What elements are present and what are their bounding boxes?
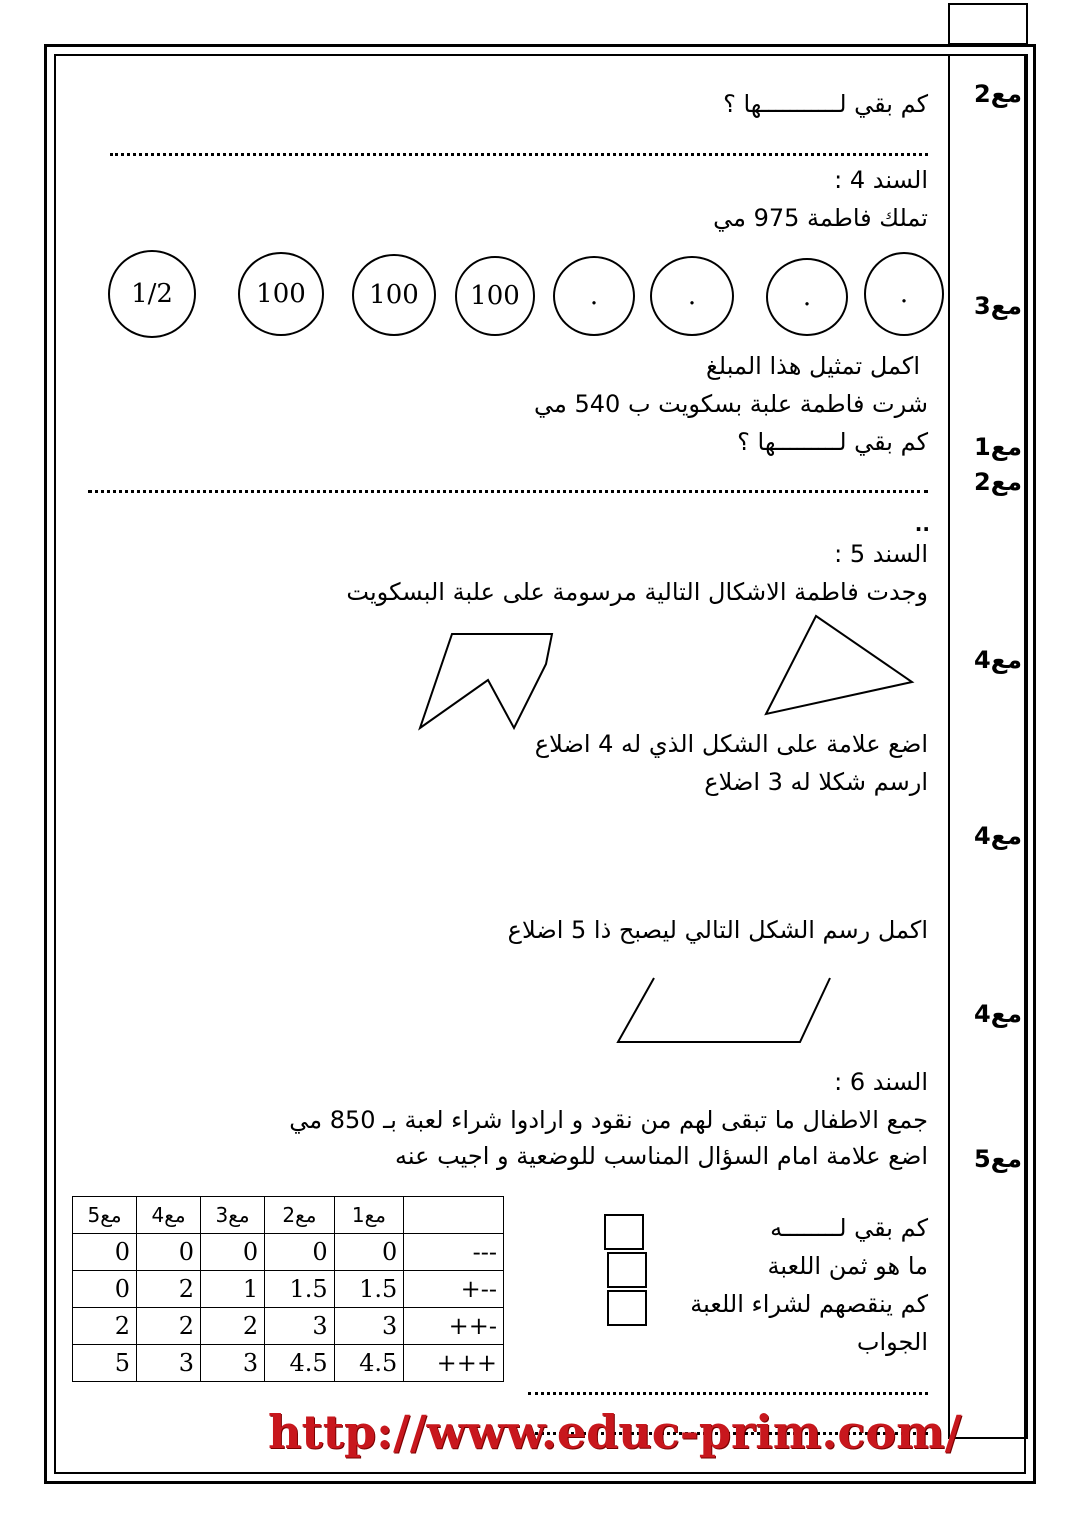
criterion-label: مع1 (974, 433, 1022, 461)
table-cell: 3 (265, 1308, 335, 1345)
table-row (73, 1308, 504, 1345)
table-cell: 2 (73, 1308, 137, 1345)
table-header: مع2 (265, 1197, 335, 1234)
table-header: مع3 (201, 1197, 265, 1234)
coin-100: 100 (352, 254, 436, 336)
criterion-label: مع4 (974, 1000, 1022, 1028)
table-cell: 1 (201, 1271, 265, 1308)
sanad-5-title: السند 5 : (834, 540, 928, 568)
sanad-5-text: وجدت فاطمة الاشكال التالية مرسومة على علبة البسكويت (346, 578, 928, 606)
coin-blank[interactable]: . (553, 256, 635, 336)
coin-100: 100 (455, 256, 535, 336)
table-row (73, 1345, 504, 1382)
table-cell: 0 (73, 1271, 137, 1308)
sanad-4-text: تملك فاطمة 975 مي (713, 204, 928, 232)
table-cell: ++- (404, 1308, 504, 1345)
criterion-label: مع5 (974, 1145, 1022, 1173)
option-missing: كم ينقصهم لشراء اللعبة (690, 1290, 928, 1318)
question-remaining: كم بقي لـــــــــــها ؟ (723, 90, 928, 118)
criteria-margin-column (948, 54, 1028, 1439)
option-checkbox[interactable] (607, 1290, 647, 1326)
stray-marks: .. (914, 512, 930, 536)
table-cell: 0 (201, 1234, 265, 1271)
table-cell: 5 (73, 1345, 137, 1382)
table-cell: 0 (137, 1234, 201, 1271)
option-checkbox[interactable] (607, 1252, 647, 1288)
table-cell: --- (404, 1234, 504, 1271)
table-cell: 3 (334, 1308, 404, 1345)
criterion-label: مع3 (974, 292, 1022, 320)
table-cell: +++ (404, 1345, 504, 1382)
instruction-complete: اكمل تمثيل هذا المبلغ (706, 352, 920, 380)
table-row (73, 1234, 504, 1271)
coin-blank[interactable]: . (650, 256, 734, 336)
answer-dotted-line (528, 1392, 928, 1395)
coin-blank[interactable]: . (766, 258, 848, 336)
table-header (404, 1197, 504, 1234)
answer-dotted-line (110, 153, 928, 156)
table-cell: 0 (73, 1234, 137, 1271)
coin-blank[interactable]: . (864, 252, 944, 336)
table-header: مع5 (73, 1197, 137, 1234)
table-cell: 0 (265, 1234, 335, 1271)
criterion-label: مع4 (974, 646, 1022, 674)
option-price: ما هو ثمن اللعبة (767, 1252, 928, 1280)
table-header: مع4 (137, 1197, 201, 1234)
sanad-6-text: جمع الاطفال ما تبقى لهم من نقود و ارادوا شراء لعبة بـ 850 مي (289, 1106, 928, 1134)
table-cell: 4.5 (334, 1345, 404, 1382)
instruction-complete-5-sides: اكمل رسم الشكل التالي ليصبح ذا 5 اضلاع (507, 916, 928, 944)
table-cell: 1.5 (265, 1271, 335, 1308)
incomplete-shape[interactable] (618, 978, 830, 1042)
answer-label: الجواب (856, 1328, 928, 1356)
score-box (948, 3, 1028, 45)
criterion-label: مع2 (974, 80, 1022, 108)
arrowhead-shape[interactable] (766, 616, 912, 714)
criterion-label: مع4 (974, 822, 1022, 850)
coin-100: 100 (238, 252, 324, 336)
sanad-6-instruction: اضع علامة امام السؤال المناسب للوضعية و اجيب عنه (395, 1142, 928, 1170)
option-remaining: كم بقي لــــــــه (770, 1214, 928, 1242)
question-remaining: كم بقي لـــــــــها ؟ (737, 428, 928, 456)
table-cell: 2 (137, 1271, 201, 1308)
instruction-draw-3-sides: ارسم شكلا له 3 اضلاع (704, 768, 928, 796)
option-checkbox[interactable] (604, 1214, 644, 1250)
instruction-mark-4-sides: اضع علامة على الشكل الذي له 4 اضلاع (534, 730, 928, 758)
open-shape-figure (610, 970, 840, 1050)
sanad-6-title: السند 6 : (834, 1068, 928, 1096)
table-cell: +-- (404, 1271, 504, 1308)
coin-half: 1/2 (108, 250, 196, 338)
grading-table (72, 1196, 504, 1382)
table-cell: 2 (201, 1308, 265, 1345)
table-cell: 4.5 (265, 1345, 335, 1382)
table-cell: 1.5 (334, 1271, 404, 1308)
sanad-4-title: السند 4 : (834, 166, 928, 194)
answer-dotted-line (88, 490, 928, 493)
sanad-4-purchase: شرت فاطمة علبة بسكويت ب 540 مي (534, 390, 928, 418)
table-cell: 3 (137, 1345, 201, 1382)
website-url-watermark[interactable]: http://www.educ-prim.com/ (268, 1405, 962, 1459)
table-cell: 2 (137, 1308, 201, 1345)
criterion-label: مع2 (974, 468, 1022, 496)
table-cell: 3 (201, 1345, 265, 1382)
shapes-figure (410, 610, 930, 740)
table-row (73, 1271, 504, 1308)
table-header: مع1 (334, 1197, 404, 1234)
concave-shape[interactable] (420, 634, 552, 728)
table-cell: 0 (334, 1234, 404, 1271)
